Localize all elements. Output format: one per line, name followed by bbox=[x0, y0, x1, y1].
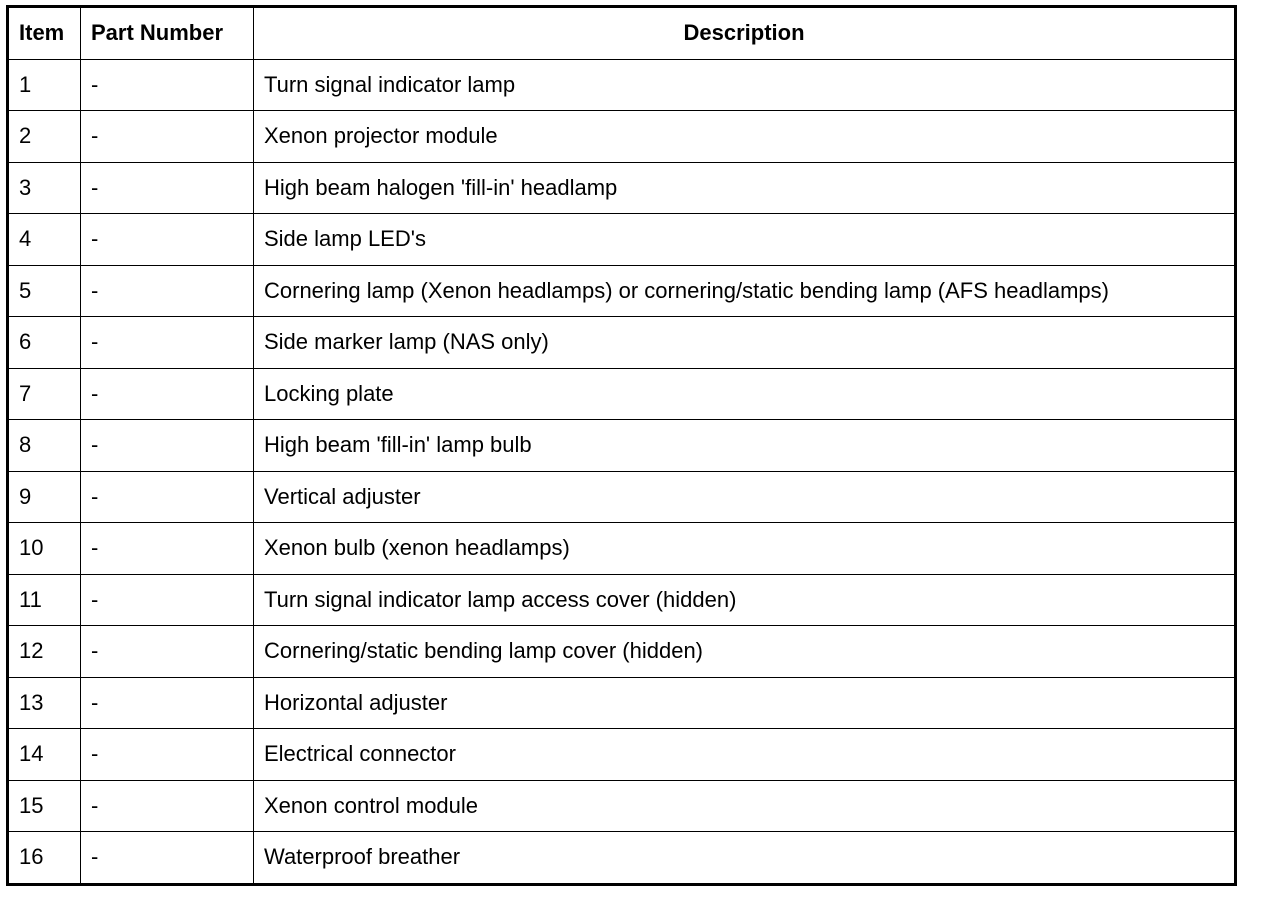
cell-description: Xenon bulb (xenon headlamps) bbox=[254, 523, 1236, 575]
cell-description: Locking plate bbox=[254, 368, 1236, 420]
cell-part-number: - bbox=[81, 368, 254, 420]
table-row bbox=[8, 677, 1236, 729]
cell-part-number: - bbox=[81, 523, 254, 575]
cell-item: 8 bbox=[8, 420, 81, 472]
cell-part-number: - bbox=[81, 59, 254, 111]
cell-item: 15 bbox=[8, 780, 81, 832]
cell-item: 13 bbox=[8, 677, 81, 729]
cell-item: 6 bbox=[8, 317, 81, 369]
cell-item: 9 bbox=[8, 471, 81, 523]
parts-table bbox=[6, 5, 1237, 886]
cell-item: 11 bbox=[8, 574, 81, 626]
cell-item: 1 bbox=[8, 59, 81, 111]
cell-part-number: - bbox=[81, 111, 254, 163]
cell-description: High beam 'fill-in' lamp bulb bbox=[254, 420, 1236, 472]
table-body bbox=[8, 59, 1236, 884]
cell-part-number: - bbox=[81, 626, 254, 678]
cell-part-number: - bbox=[81, 317, 254, 369]
cell-description: Side lamp LED's bbox=[254, 214, 1236, 266]
cell-description: Electrical connector bbox=[254, 729, 1236, 781]
cell-item: 4 bbox=[8, 214, 81, 266]
table-row bbox=[8, 368, 1236, 420]
cell-description: Xenon control module bbox=[254, 780, 1236, 832]
cell-description: Vertical adjuster bbox=[254, 471, 1236, 523]
cell-description: Waterproof breather bbox=[254, 832, 1236, 885]
table-row bbox=[8, 317, 1236, 369]
header-part-number: Part Number bbox=[81, 7, 254, 60]
cell-part-number: - bbox=[81, 471, 254, 523]
cell-description: Turn signal indicator lamp bbox=[254, 59, 1236, 111]
table-row bbox=[8, 265, 1236, 317]
cell-description: Horizontal adjuster bbox=[254, 677, 1236, 729]
cell-item: 7 bbox=[8, 368, 81, 420]
cell-part-number: - bbox=[81, 214, 254, 266]
table-row bbox=[8, 729, 1236, 781]
cell-item: 10 bbox=[8, 523, 81, 575]
cell-item: 12 bbox=[8, 626, 81, 678]
cell-description: Turn signal indicator lamp access cover (hidden) bbox=[254, 574, 1236, 626]
cell-part-number: - bbox=[81, 162, 254, 214]
cell-part-number: - bbox=[81, 780, 254, 832]
table-row bbox=[8, 420, 1236, 472]
cell-part-number: - bbox=[81, 729, 254, 781]
cell-description: Cornering/static bending lamp cover (hidden) bbox=[254, 626, 1236, 678]
header-description: Description bbox=[254, 7, 1236, 60]
table-row bbox=[8, 162, 1236, 214]
table-row bbox=[8, 780, 1236, 832]
table-row bbox=[8, 471, 1236, 523]
cell-item: 16 bbox=[8, 832, 81, 885]
header-item: Item bbox=[8, 7, 81, 60]
table-row bbox=[8, 832, 1236, 885]
cell-item: 3 bbox=[8, 162, 81, 214]
cell-item: 5 bbox=[8, 265, 81, 317]
cell-part-number: - bbox=[81, 574, 254, 626]
cell-part-number: - bbox=[81, 677, 254, 729]
table-row bbox=[8, 214, 1236, 266]
cell-description: Side marker lamp (NAS only) bbox=[254, 317, 1236, 369]
cell-item: 14 bbox=[8, 729, 81, 781]
table-row bbox=[8, 111, 1236, 163]
cell-part-number: - bbox=[81, 420, 254, 472]
cell-part-number: - bbox=[81, 265, 254, 317]
cell-description: High beam halogen 'fill-in' headlamp bbox=[254, 162, 1236, 214]
table-row bbox=[8, 59, 1236, 111]
table-header-row bbox=[8, 7, 1236, 60]
table-row bbox=[8, 626, 1236, 678]
cell-part-number: - bbox=[81, 832, 254, 885]
cell-description: Cornering lamp (Xenon headlamps) or cornering/static bending lamp (AFS headlamps) bbox=[254, 265, 1236, 317]
cell-description: Xenon projector module bbox=[254, 111, 1236, 163]
table-row bbox=[8, 523, 1236, 575]
cell-item: 2 bbox=[8, 111, 81, 163]
table-row bbox=[8, 574, 1236, 626]
